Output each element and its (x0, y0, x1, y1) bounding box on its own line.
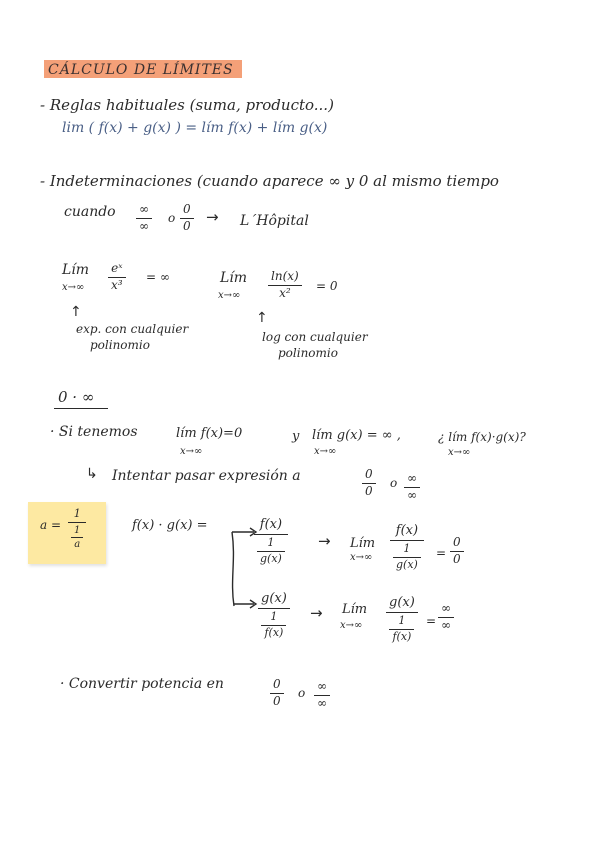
frac-den: x³ (111, 277, 123, 292)
intentar-text: Intentar pasar expresión a (112, 468, 301, 484)
reglas-heading: - Reglas habituales (suma, producto...) (40, 96, 334, 114)
frac-num: f(x) (395, 523, 419, 538)
note-log-line2: polinomio (278, 346, 338, 360)
frac-den: x² (279, 285, 291, 300)
exp-fraction (108, 262, 126, 293)
frac-num: ∞ (407, 471, 417, 485)
frac-num: 1 (270, 609, 278, 623)
indet-heading: - Indeterminaciones (cuando aparece ∞ y 0 al mismo tiempo (40, 172, 499, 190)
reglas-formula: lim ( f(x) + g(x) ) = lím f(x) + lím g(x) (62, 120, 328, 136)
frac-num: 1 (398, 613, 406, 627)
frac-den: 0 (453, 551, 461, 566)
o-word: o (390, 476, 398, 490)
frac-den: ∞ (139, 218, 149, 233)
inf-over-inf (136, 203, 152, 234)
lim-word: Lím (350, 536, 376, 551)
x-to-inf: x→∞ (350, 552, 373, 563)
question-lim-fg: ¿ lím f(x)·g(x)? (438, 430, 526, 444)
frac-bar (254, 534, 288, 535)
lim-f-zero: lím f(x)=0 (176, 426, 243, 441)
zero-inf-heading: 0 · ∞ (58, 388, 95, 406)
lim-g-inf: lím g(x) = ∞ , (312, 428, 401, 443)
lim-word: Lím (342, 602, 368, 617)
frac-den: 0 (273, 693, 281, 708)
frac-bar (386, 612, 418, 613)
arrow-icon: → (206, 208, 219, 226)
frac-num: 1 (73, 507, 81, 520)
frac-den (258, 610, 289, 639)
eq-sign: = (436, 546, 447, 560)
frac-den: ∞ (441, 617, 451, 632)
note-exp-line2: polinomio (90, 338, 150, 352)
frac-num: g(x) (261, 591, 287, 606)
inner-fraction-one-over-g (393, 543, 421, 571)
frac-den: a (74, 539, 81, 551)
frac-num: 0 (453, 535, 461, 549)
upper-branch-fraction (254, 518, 288, 565)
inf-over-inf (314, 680, 330, 711)
si-tenemos: · Si tenemos (50, 424, 138, 440)
frac-num: 0 (273, 677, 281, 691)
frac-num: ln(x) (271, 269, 299, 283)
frac-num: 0 (365, 467, 373, 481)
eq-zero: = 0 (316, 279, 338, 293)
inf-over-inf (438, 602, 454, 633)
frac-bar (258, 608, 290, 609)
eq-inf: = ∞ (146, 270, 170, 284)
frac-num: 1 (403, 541, 411, 555)
note-log-line1: log con cualquier (262, 330, 368, 344)
y-word: y (292, 429, 300, 444)
frac-bar (71, 537, 83, 538)
arrow-up-icon: ↑ (70, 304, 82, 320)
potencia-text: · Convertir potencia en (60, 676, 224, 692)
frac-num: eˣ (111, 261, 123, 275)
x-to-inf: x→∞ (448, 447, 471, 458)
arrow-icon: → (318, 532, 331, 550)
eq-sign: = (426, 614, 437, 628)
frac-den: ∞ (407, 487, 417, 502)
frac-den (390, 542, 424, 571)
frac-num: ∞ (317, 679, 327, 693)
frac-den (386, 614, 417, 643)
frac-bar (390, 540, 424, 541)
note-exp-line1: exp. con cualquier (76, 322, 189, 336)
frac-den (68, 524, 86, 551)
frac-num: f(x) (259, 517, 283, 532)
hook-arrow-icon: ↳ (86, 466, 98, 482)
x-to-inf: x→∞ (340, 620, 363, 631)
sticky-lhs: a = (40, 518, 62, 532)
frac-den: g(x) (260, 551, 282, 565)
inf-over-inf (404, 472, 420, 503)
hopital-label: L´Hôpital (240, 213, 309, 229)
x-to-inf-2: x→∞ (218, 290, 241, 301)
frac-den: ∞ (317, 695, 327, 710)
cuando-label: cuando (64, 204, 116, 220)
zero-over-zero (450, 536, 464, 567)
lower-branch-fraction (258, 592, 290, 639)
upper-lim-fraction (390, 524, 424, 571)
frac-den: g(x) (396, 557, 418, 571)
fg-expression: f(x) · g(x) = (132, 518, 208, 533)
x-to-inf: x→∞ (62, 282, 85, 293)
frac-den: 0 (183, 218, 191, 233)
frac-den: 0 (365, 483, 373, 498)
frac-den: f(x) (392, 629, 412, 643)
heading-underline (54, 408, 108, 409)
zero-over-zero (362, 468, 376, 499)
frac-den: f(x) (264, 625, 284, 639)
frac-num: 1 (267, 535, 275, 549)
inner-fraction-one-over-f (389, 615, 414, 643)
arrow-icon: → (310, 604, 323, 622)
lower-lim-fraction (386, 596, 418, 643)
lim-word-2: Lím (220, 270, 248, 286)
inner-fraction-one-over-f (261, 611, 286, 639)
arrow-up-icon: ↑ (256, 310, 268, 326)
o-word: o (168, 211, 176, 225)
frac-num: 1 (74, 524, 81, 536)
frac-num: ∞ (139, 202, 149, 216)
frac-num: ∞ (441, 601, 451, 615)
frac-bar (68, 522, 86, 523)
sticky-note (28, 502, 106, 564)
x-to-inf: x→∞ (314, 446, 337, 457)
zero-over-zero (180, 203, 194, 234)
zero-over-zero (270, 678, 284, 709)
frac-num: 0 (183, 202, 191, 216)
o-word: o (298, 686, 306, 700)
x-to-inf: x→∞ (180, 446, 203, 457)
sticky-inner-fraction (71, 525, 83, 551)
lim-word: Lím (62, 262, 90, 278)
frac-num: g(x) (389, 595, 415, 610)
log-fraction (268, 270, 302, 301)
page-title: CÁLCULO DE LÍMITES (44, 60, 242, 78)
frac-den (254, 536, 288, 565)
inner-fraction-one-over-g (257, 537, 285, 565)
sticky-fraction (68, 508, 86, 551)
